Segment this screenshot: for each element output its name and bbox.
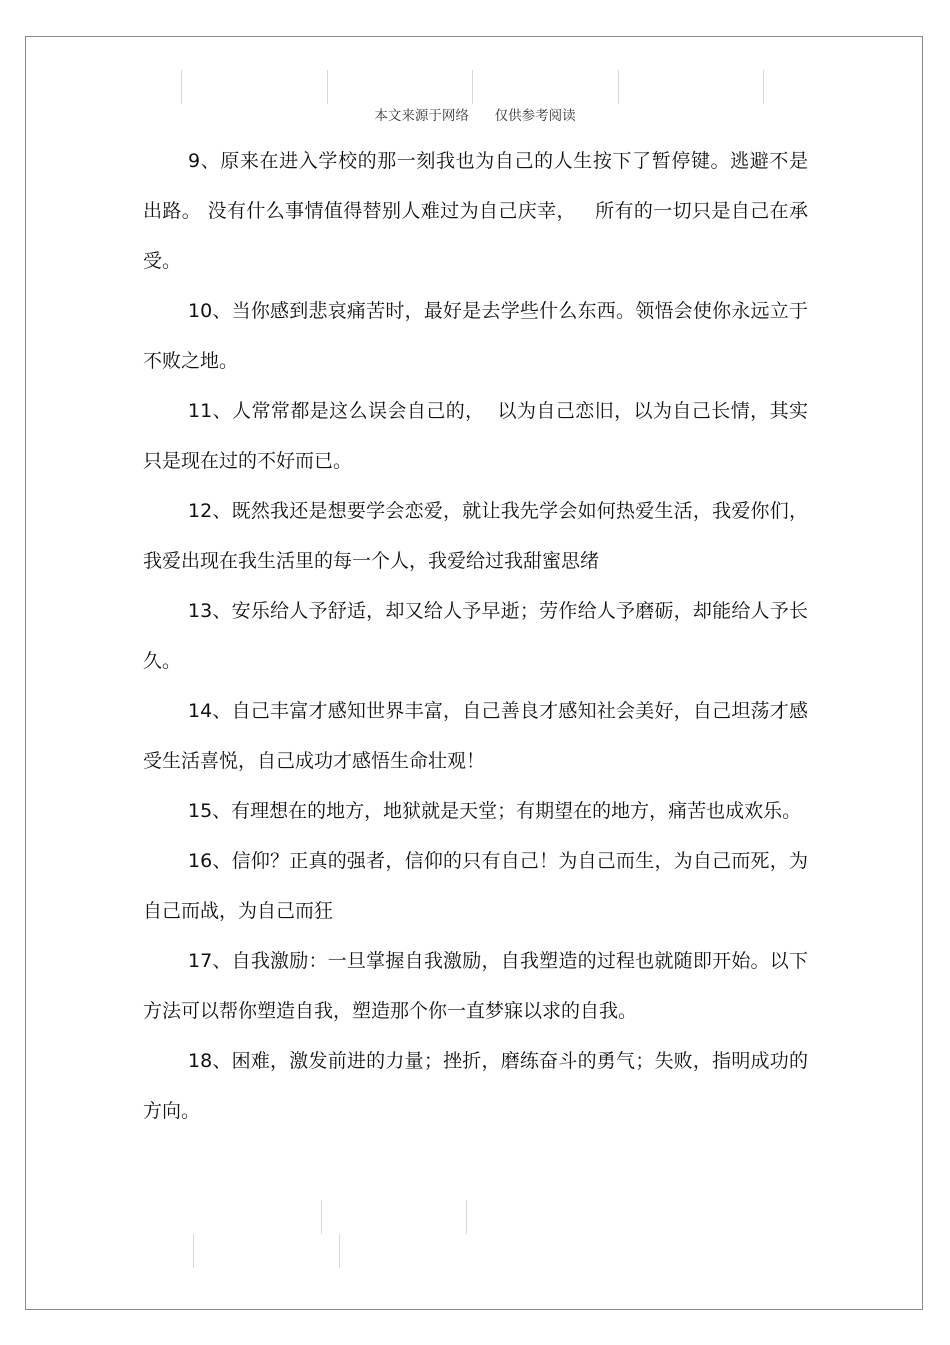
footer-rule-4 [339,1234,340,1268]
header-rule-5 [763,70,764,104]
paragraph-11: 11、人常常都是这么误会自己的， 以为自己恋旧，以为自己长情，其实只是现在过的不好而已。 [143,400,808,472]
paragraph-12: 12、既然我还是想要学会恋爱，就让我先学会如何热爱生活，我爱你们，我爱出现在我生活里的每一个人，我爱给过我甜蜜思绪 [143,500,808,572]
header-rule-4 [618,70,619,104]
header-rule-2 [327,70,328,104]
header-rule-1 [181,70,182,104]
footer-rule-1 [321,1200,322,1234]
paragraph-16: 16、信仰？正真的强者，信仰的只有自己！为自己而生，为自己而死，为自己而战，为自己而狂 [143,850,808,922]
footer-rule-3 [193,1234,194,1268]
paragraph-17: 17、自我激励：一旦掌握自我激励，自我塑造的过程也就随即开始。以下方法可以帮你塑造自我，塑造那个你一直梦寐以求的自我。 [143,950,808,1022]
paragraph-13: 13、安乐给人予舒适，却又给人予早逝；劳作给人予磨砺，却能给人予长久。 [143,600,808,672]
paragraph-10: 10、当你感到悲哀痛苦时，最好是去学些什么东西。领悟会使你永远立于不败之地。 [143,300,808,372]
body-text [143,136,808,1136]
header-rule-3 [472,70,473,104]
footer-rule-2 [466,1200,467,1234]
paragraph-14: 14、自己丰富才感知世界丰富，自己善良才感知社会美好，自己坦荡才感受生活喜悦，自己成功才感悟生命壮观！ [143,700,808,772]
paragraph-15: 15、有理想在的地方，地狱就是天堂；有期望在的地方，痛苦也成欢乐。 [188,800,802,822]
paragraph-9: 9、原来在进入学校的那一刻我也为自己的人生按下了暂停键。逃避不是出路。 没有什么事情值得替别人难过为自己庆幸， 所有的一切只是自己在承受。 [143,150,808,272]
paragraph-18: 18、困难，激发前进的力量；挫折，磨练奋斗的勇气；失败，指明成功的方向。 [143,1050,808,1122]
header-note: 本文来源于网络 仅供参考阅读 [374,108,576,124]
